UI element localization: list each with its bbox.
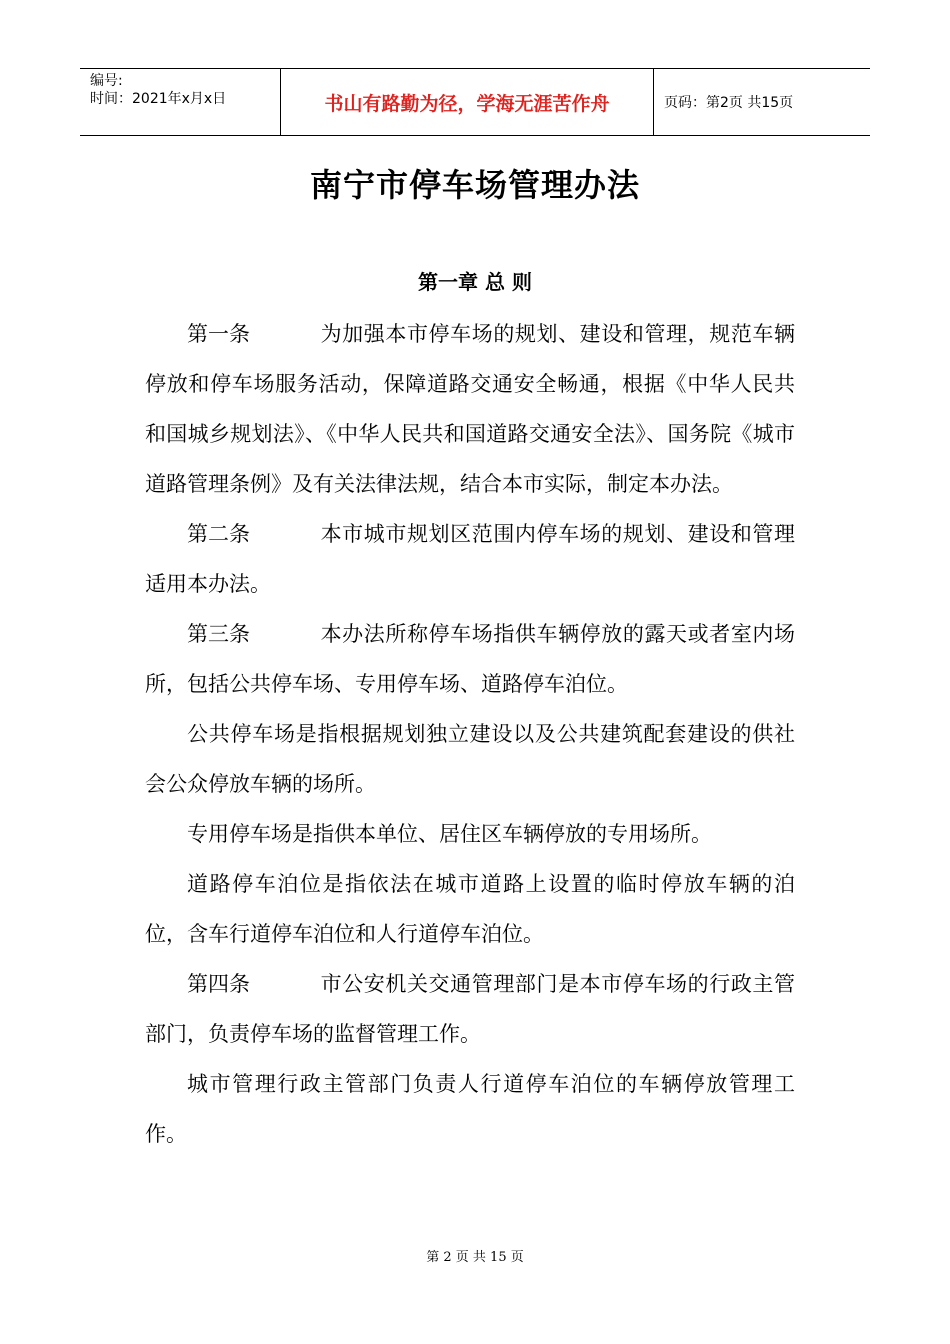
time-label: 时间：2021年x月x日 bbox=[90, 91, 227, 107]
paragraph-text: 本市城市规划区范围内停车场的规划、建设和管理适用本办法。 bbox=[145, 522, 795, 596]
document-body bbox=[145, 309, 795, 1159]
article-number: 第四条 bbox=[187, 972, 250, 996]
page-footer: 第 2 页 共 15 页 bbox=[426, 1250, 524, 1265]
paragraph bbox=[145, 509, 795, 609]
header-meta bbox=[80, 69, 281, 135]
header-motto: 书山有路勤为径，学海无涯苦作舟 bbox=[281, 69, 654, 135]
paragraph-text: 专用停车场是指供本单位、居住区车辆停放的专用场所。 bbox=[187, 822, 712, 846]
paragraph-text: 道路停车泊位是指依法在城市道路上设置的临时停放车辆的泊位，含车行道停车泊位和人行道停车泊位。 bbox=[145, 872, 795, 946]
paragraph-text: 为加强本市停车场的规划、建设和管理，规范车辆停放和停车场服务活动，保障道路交通安全畅通，根据《中华人民共和国城乡规划法》、《中华人民共和国道路交通安全法》、国务院《城市道路管理条例》及有关法律法规，结合本市实际，制定本办法。 bbox=[145, 322, 795, 496]
paragraph bbox=[145, 609, 795, 709]
paragraph bbox=[145, 709, 795, 809]
paragraph bbox=[145, 1059, 795, 1159]
article-number: 第三条 bbox=[187, 622, 250, 646]
paragraph bbox=[145, 809, 795, 859]
paragraph-text: 公共停车场是指根据规划独立建设以及公共建筑配套建设的供社会公众停放车辆的场所。 bbox=[145, 722, 795, 796]
article-number: 第二条 bbox=[187, 522, 250, 546]
document-title: 南宁市停车场管理办法 bbox=[309, 166, 640, 204]
paragraph bbox=[145, 859, 795, 959]
paragraph bbox=[145, 959, 795, 1059]
paragraph-text: 城市管理行政主管部门负责人行道停车泊位的车辆停放管理工作。 bbox=[145, 1072, 795, 1146]
paragraph-text: 市公安机关交通管理部门是本市停车场的行政主管部门，负责停车场的监督管理工作。 bbox=[145, 972, 795, 1046]
paragraph bbox=[145, 309, 795, 509]
header-page-info: 页码：第2页 共15页 bbox=[664, 95, 794, 111]
paragraph-text: 本办法所称停车场指供车辆停放的露天或者室内场所，包括公共停车场、专用停车场、道路停车泊位。 bbox=[145, 622, 795, 696]
chapter-heading: 第一章 总 则 bbox=[418, 270, 532, 294]
number-label: 编号: bbox=[90, 73, 123, 89]
article-number: 第一条 bbox=[187, 322, 250, 346]
page-header bbox=[80, 68, 870, 136]
